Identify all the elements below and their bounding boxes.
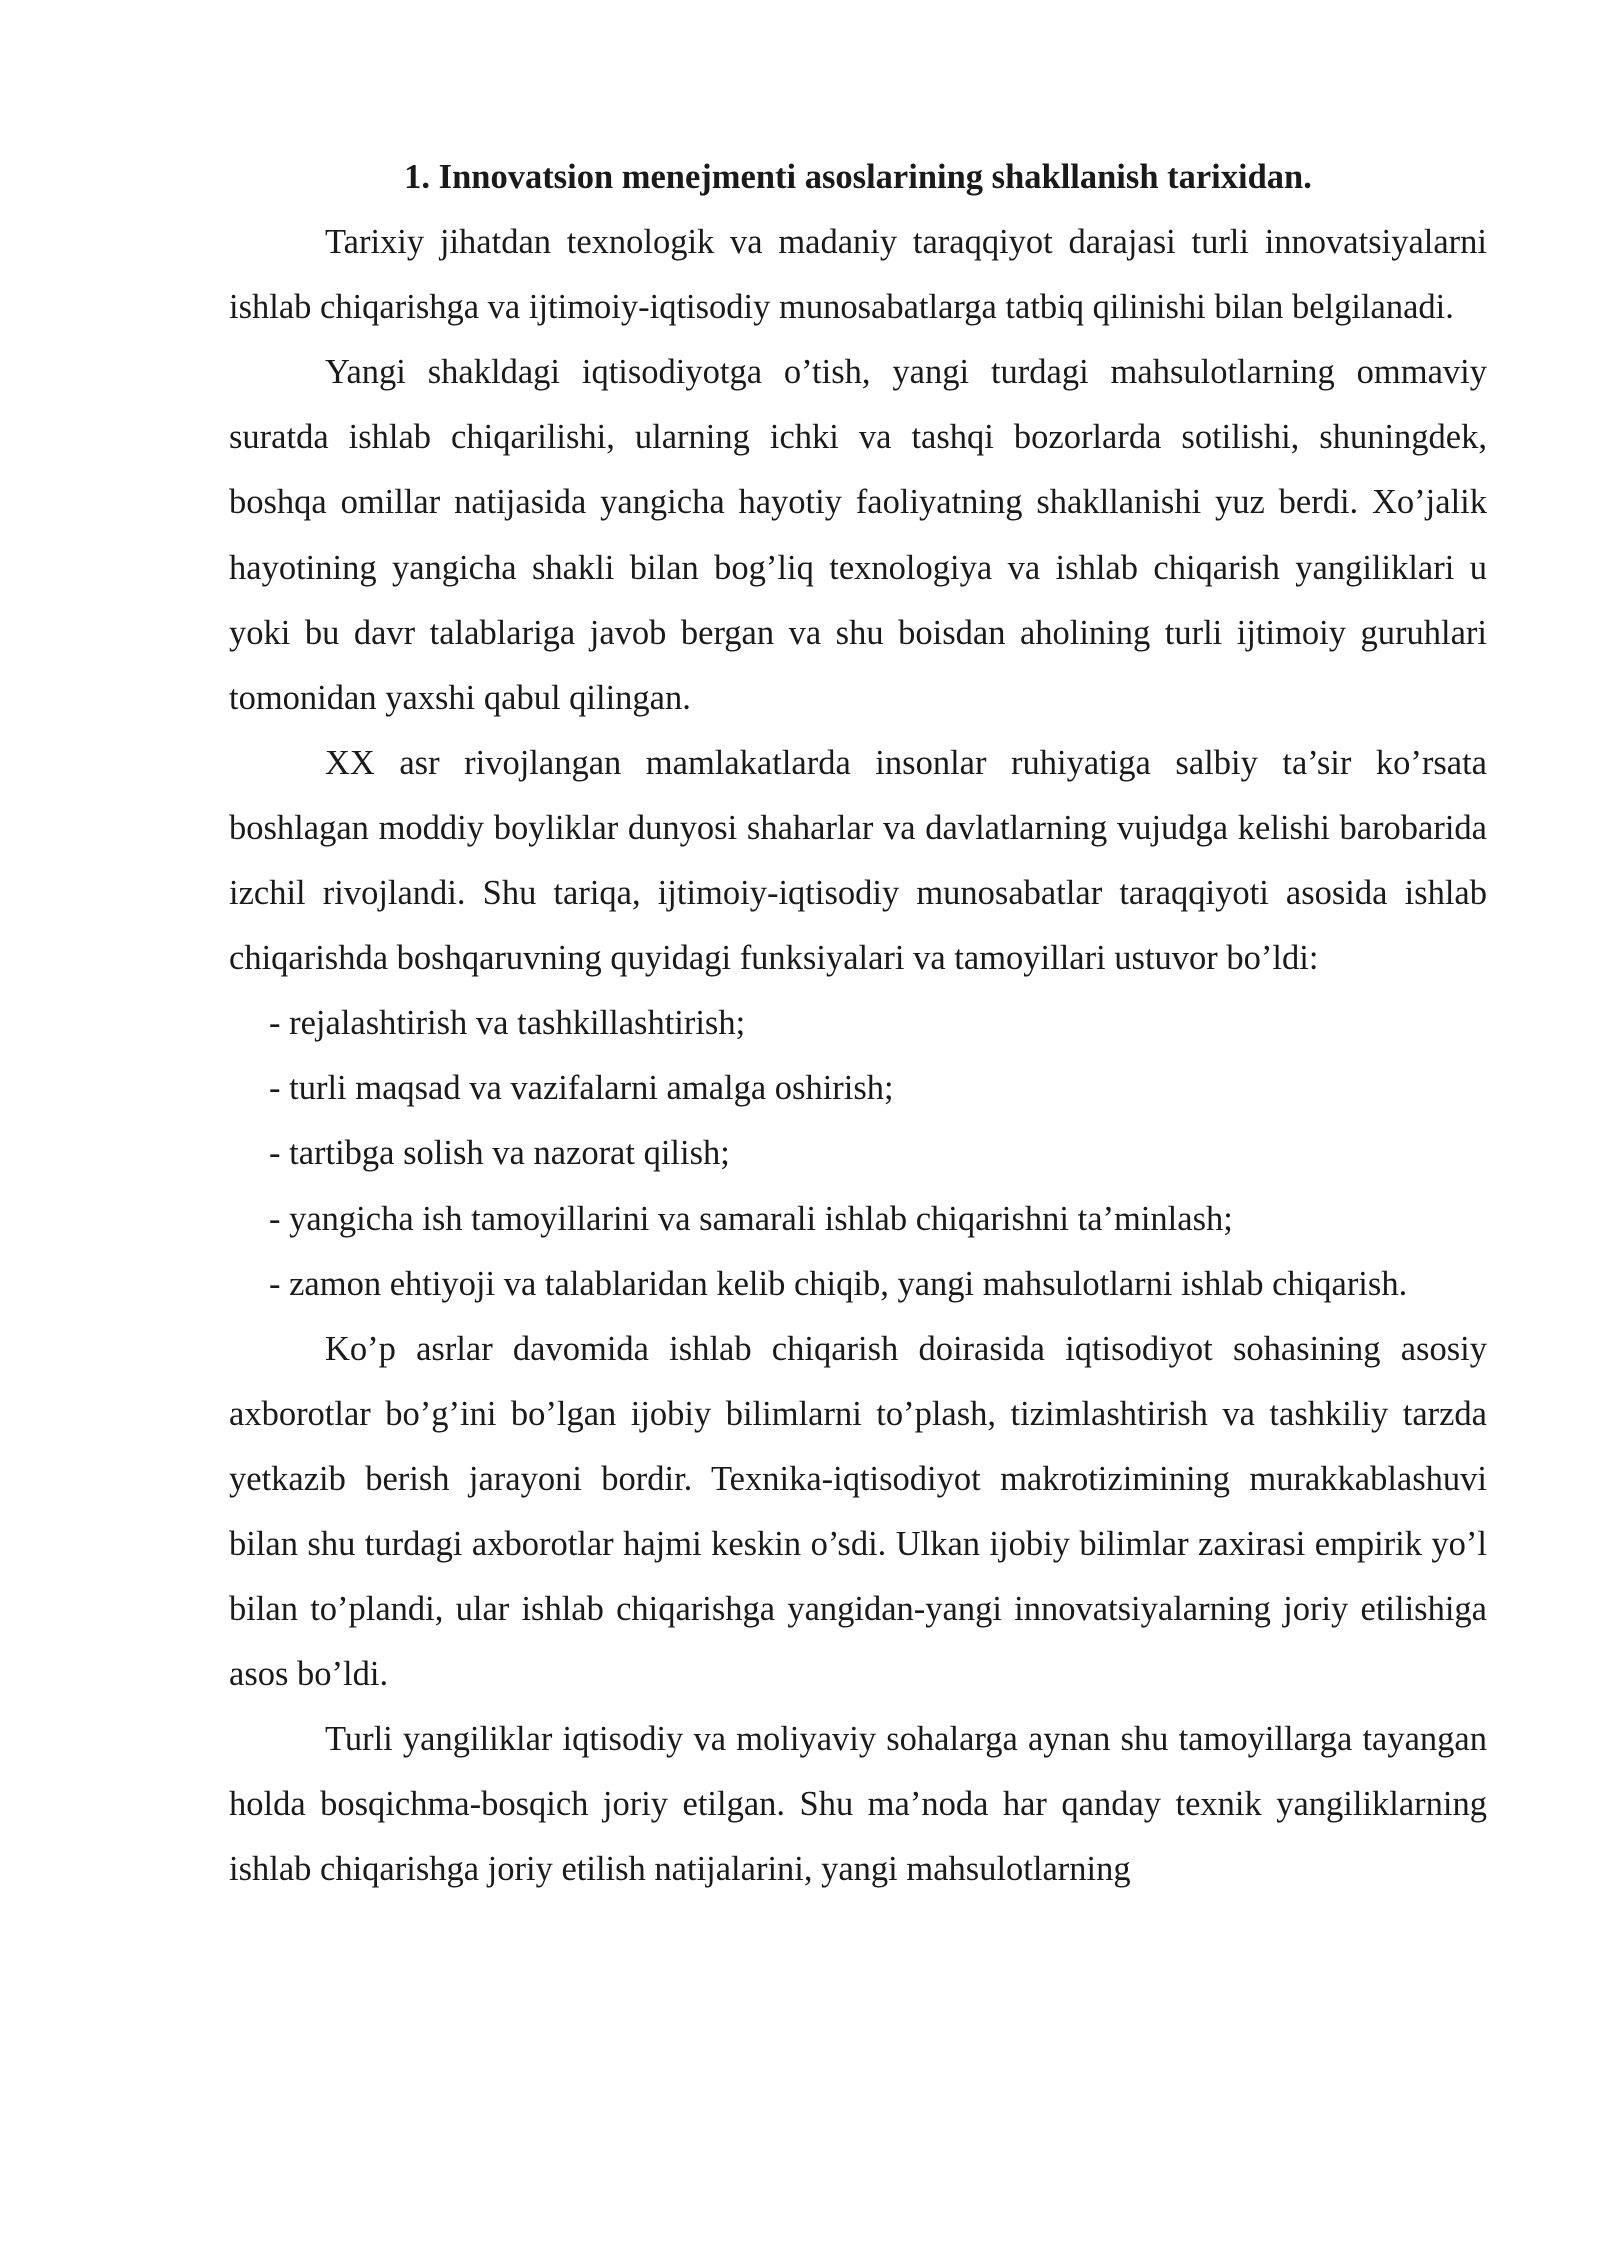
section-heading: 1. Innovatsion menejmenti asoslarining shakllanish tarixidan. [404,158,1312,196]
list-item: - tartibga solish va nazorat qilish; [269,1134,730,1173]
list-item: - turli maqsad va vazifalarni amalga oshirish; [269,1069,894,1108]
paragraph-3: XX asr rivojlangan mamlakatlarda insonlar ruhiyatiga salbiy ta’sir ko’rsata boshlagan moddiy boyliklar dunyosi shaharlar va davlatlarning vujudga kelishi barobarida izchil rivojlandi. Shu tariqa, ijtimoiy-iqtisodiy munosabatlar taraqqiyoti asosida ishlab chiqarishda boshqaruvning quyidagi funksiyalari va tamoyillari ustuvor bo’ldi: [229,743,1487,978]
list-item: - rejalashtirish va tashkillashtirish; [269,1004,746,1043]
paragraph-2: Yangi shakldagi iqtisodiyotga o’tish, yangi turdagi mahsulotlarning ommaviy suratda ishlab chiqarilishi, ularning ichki va tashqi bozorlarda sotilishi, shuningdek, boshqa omillar natijasida yangicha hayotiy faoliyatning shakllanishi yuz berdi. Xo’jalik hayotining yangicha shakli bilan bog’liq texnologiya va ishlab chiqarish yangiliklari u yoki bu davr talablariga javob bergan va shu boisdan aholining turli ijtimoiy guruhlari tomonidan yaxshi qabul qilingan. [229,353,1487,717]
list-item: - zamon ehtiyoji va talablaridan kelib chiqib, yangi mahsulotlarni ishlab chiqarish. [269,1264,1408,1303]
paragraph-1: Tarixiy jihatdan texnologik va madaniy taraqqiyot darajasi turli innovatsiyalarni ishlab chiqarishga va ijtimoiy-iqtisodiy munosabatlarga tatbiq qilinishi bilan belgilanadi. [229,223,1487,327]
list-item: - yangicha ish tamoyillarini va samarali ishlab chiqarishni ta’minlash; [269,1199,1233,1238]
paragraph-5: Turli yangiliklar iqtisodiy va moliyaviy sohalarga aynan shu tamoyillarga tayangan holda bosqichma-bosqich joriy etilgan. Shu ma’noda har qanday texnik yangiliklarning ishlab chiqarishga joriy etilish natijalarini, yangi mahsulotlarning [229,1720,1487,1889]
paragraph-4: Ko’p asrlar davomida ishlab chiqarish doirasida iqtisodiyot sohasining asosiy axborotlar bo’g’ini bo’lgan ijobiy bilimlarni to’plash, tizimlashtirish va tashkiliy tarzda yetkazib berish jarayoni bordir. Texnika-iqtisodiyot makrotizimining murakkablashuvi bilan shu turdagi axborotlar hajmi keskin o’sdi. Ulkan ijobiy bilimlar zaxirasi empirik yo’l bilan to’plandi, ular ishlab chiqarishga yangidan-yangi innovatsiyalarning joriy etilishiga asos bo’ldi. [229,1329,1487,1694]
document-body [229,145,1487,1903]
